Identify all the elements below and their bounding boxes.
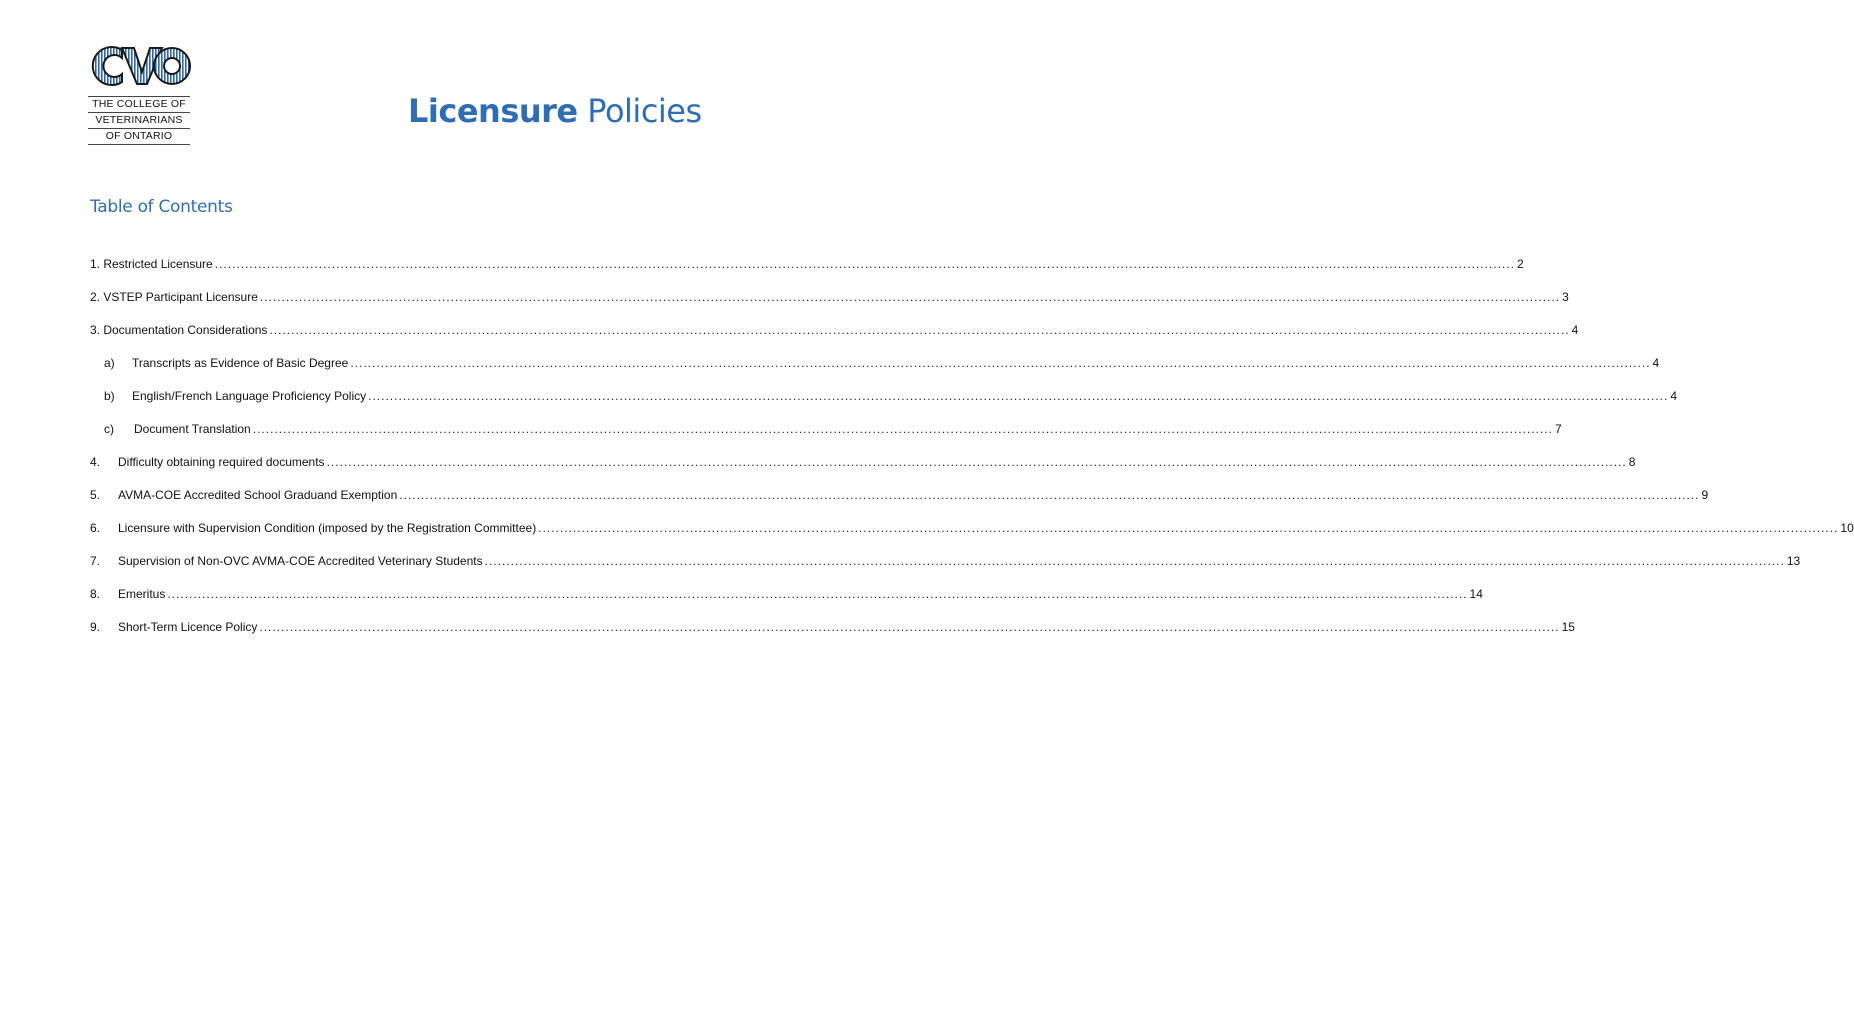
toc-dot-leader: ............................................................................................................................................................................................................................................................................................................ xyxy=(538,521,1839,535)
toc-entry-label: Transcripts as Evidence of Basic Degree xyxy=(132,356,349,370)
toc-entry-label: AVMA-COE Accredited School Graduand Exemption xyxy=(118,488,398,502)
toc-entry-page: 7 xyxy=(1554,422,1562,436)
toc-entry[interactable] xyxy=(90,323,1579,337)
toc-entry-page: 4 xyxy=(1571,323,1579,337)
toc-entry-number: c) xyxy=(104,422,114,436)
toc-entry-label: Document Translation xyxy=(134,422,251,436)
toc-entry[interactable] xyxy=(104,356,1660,370)
toc-dot-leader: ............................................................................................................................................................................................................................................................................................................ xyxy=(252,422,1553,436)
toc-entry-label: 3. Documentation Considerations xyxy=(90,323,268,337)
toc-dot-leader: ............................................................................................................................................................................................................................................................................................................ xyxy=(167,587,1468,601)
toc-entry-label: Short-Term Licence Policy xyxy=(118,620,258,634)
title-strong: Licensure xyxy=(408,92,578,130)
toc-entry-label: 1. Restricted Licensure xyxy=(90,257,213,271)
toc-entry-page: 15 xyxy=(1561,620,1575,634)
toc-entry-page: 13 xyxy=(1786,554,1801,568)
toc-entry-label: Supervision of Non-OVC AVMA-COE Accredited Veterinary Students xyxy=(118,554,483,568)
logo-letter-c xyxy=(93,47,122,85)
toc-entry-label: 2. VSTEP Participant Licensure xyxy=(90,290,258,304)
logo-line: VETERINARIANS xyxy=(88,112,190,128)
toc-entry-label: Difficulty obtaining required documents xyxy=(118,455,325,469)
toc-entry-number: 5. xyxy=(90,488,101,502)
toc-entry-page: 4 xyxy=(1652,356,1660,370)
toc-entry[interactable] xyxy=(90,587,1483,601)
toc-entry-page: 8 xyxy=(1628,455,1636,469)
toc-dot-leader: ............................................................................................................................................................................................................................................................................................................ xyxy=(259,290,1561,304)
toc-entry-label: Emeritus xyxy=(118,587,166,601)
toc-dot-leader: ............................................................................................................................................................................................................................................................................................................ xyxy=(214,257,1515,271)
toc-entry-number: a) xyxy=(104,356,115,370)
toc-entry[interactable] xyxy=(90,488,1709,502)
toc-entry[interactable] xyxy=(104,389,1678,403)
toc-dot-leader: ............................................................................................................................................................................................................................................................................................................ xyxy=(269,323,1570,337)
toc-entry[interactable] xyxy=(90,290,1569,304)
logo-line: OF ONTARIO xyxy=(88,128,190,144)
toc-entry-page: 3 xyxy=(1562,290,1569,304)
toc-entry-label: English/French Language Proficiency Policy xyxy=(132,389,367,403)
cvo-logo xyxy=(88,44,198,145)
toc-entry-number: 6. xyxy=(90,521,101,535)
toc-dot-leader: ............................................................................................................................................................................................................................................................................................................ xyxy=(399,488,1700,502)
toc-entry-number: 9. xyxy=(90,620,101,634)
toc-entry-page: 2 xyxy=(1516,257,1524,271)
title-rest: Policies xyxy=(587,92,702,130)
toc-entry-page: 14 xyxy=(1469,587,1483,601)
toc-entry-number: 8. xyxy=(90,587,101,601)
toc-entry[interactable] xyxy=(90,620,1575,634)
logo-wordmark xyxy=(88,96,190,145)
cvo-logo-mark xyxy=(92,44,192,88)
toc-entry-label: Licensure with Supervision Condition (imposed by the Registration Committee) xyxy=(118,521,537,535)
toc-entry-page: 10 xyxy=(1840,521,1854,535)
toc-entry-number: 4. xyxy=(90,455,101,469)
toc-dot-leader: ............................................................................................................................................................................................................................................................................................................ xyxy=(484,554,1785,568)
toc-dot-leader: ............................................................................................................................................................................................................................................................................................................ xyxy=(350,356,1651,370)
toc-entry[interactable] xyxy=(90,521,1854,535)
toc-entry[interactable] xyxy=(90,257,1524,271)
toc-dot-leader: ............................................................................................................................................................................................................................................................................................................ xyxy=(368,389,1669,403)
toc-entry-page: 4 xyxy=(1670,389,1678,403)
toc-dot-leader: ............................................................................................................................................................................................................................................................................................................ xyxy=(259,620,1560,634)
toc-entry[interactable] xyxy=(104,422,1562,436)
toc-entry[interactable] xyxy=(90,554,1801,568)
toc-entry-number: b) xyxy=(104,389,115,403)
toc-heading: Table of Contents xyxy=(90,197,233,217)
toc-entry-page: 9 xyxy=(1701,488,1709,502)
toc-entry-number: 7. xyxy=(90,554,101,568)
document-title xyxy=(408,92,702,130)
toc-dot-leader: ............................................................................................................................................................................................................................................................................................................ xyxy=(326,455,1627,469)
toc-entry[interactable] xyxy=(90,455,1636,469)
logo-line: THE COLLEGE OF xyxy=(92,98,186,110)
